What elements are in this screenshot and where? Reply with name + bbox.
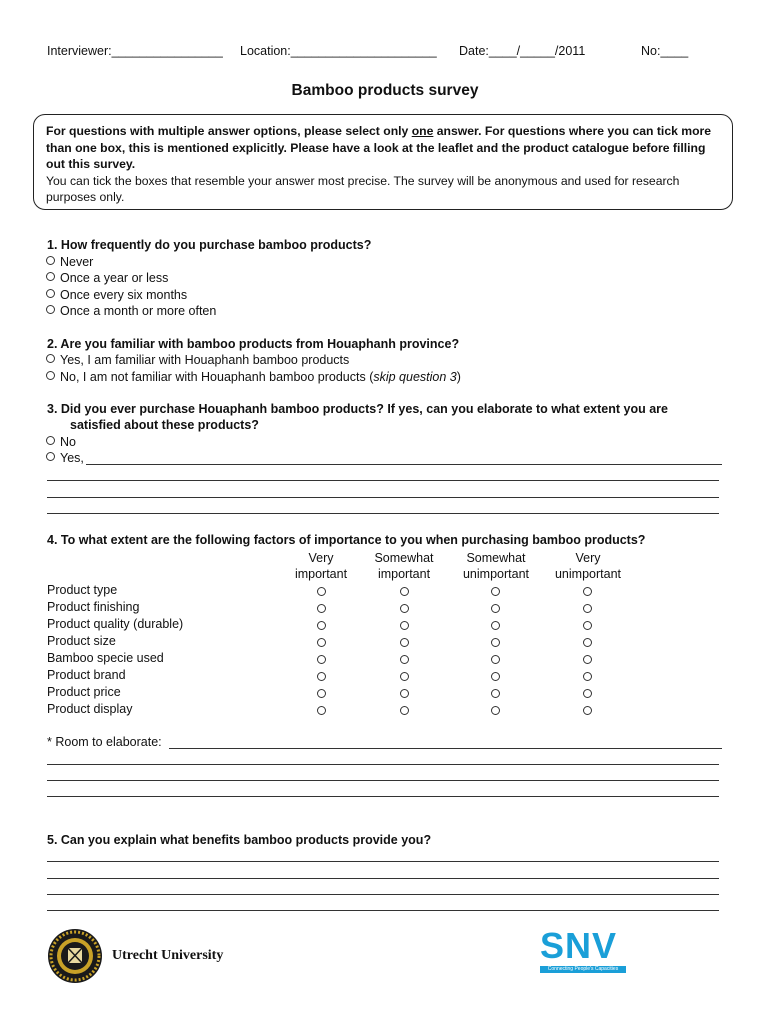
q4-radio-r3-c3[interactable] <box>491 621 500 630</box>
question-4: 4. To what extent are the following factors of importance to you when purchasing bamboo products? <box>47 533 646 547</box>
q4-radio-r2-c1[interactable] <box>317 604 326 613</box>
q4-radio-r6-c4[interactable] <box>583 672 592 681</box>
column-header: Somewhat important <box>374 551 434 581</box>
q4-radio-r1-c4[interactable] <box>583 587 592 596</box>
interviewer-field[interactable]: Interviewer:________________ <box>47 44 223 58</box>
question-3-cont: satisfied about these products? <box>70 418 259 432</box>
instructions-text-b: answer. For questions where you can tick more than one box, this is mentioned explicitly. Please have a look at the leaflet and the product catalogue before filling out this survey. <box>46 124 712 171</box>
q4-radio-r8-c3[interactable] <box>491 706 500 715</box>
snv-tagline: Connecting People's Capacities <box>540 966 626 973</box>
row-label: Product brand <box>47 668 126 682</box>
radio-icon[interactable] <box>46 436 55 445</box>
q4-radio-r1-c2[interactable] <box>400 587 409 596</box>
q1-option-six-months[interactable]: Once every six months <box>46 288 187 302</box>
q4-radio-r1-c3[interactable] <box>491 587 500 596</box>
q4-radio-r2-c2[interactable] <box>400 604 409 613</box>
question-3: 3. Did you ever purchase Houaphanh bamboo products? If yes, can you elaborate to what extent you are <box>47 402 668 416</box>
q4-radio-r6-c3[interactable] <box>491 672 500 681</box>
q1-option-never[interactable]: Never <box>46 255 93 269</box>
q4-radio-r3-c1[interactable] <box>317 621 326 630</box>
q4-radio-r7-c3[interactable] <box>491 689 500 698</box>
q4-radio-r4-c4[interactable] <box>583 638 592 647</box>
q5-answer-line[interactable] <box>47 861 719 862</box>
q4-radio-r8-c2[interactable] <box>400 706 409 715</box>
date-field[interactable]: Date:____/_____/2011 <box>459 44 586 58</box>
row-label: Product finishing <box>47 600 140 614</box>
q4-radio-r3-c2[interactable] <box>400 621 409 630</box>
q4-radio-r7-c4[interactable] <box>583 689 592 698</box>
q1-option-yearly[interactable]: Once a year or less <box>46 271 168 285</box>
university-name: Utrecht University <box>112 948 224 963</box>
instructions-box <box>33 114 733 210</box>
q5-answer-line[interactable] <box>47 894 719 895</box>
radio-icon[interactable] <box>46 305 55 314</box>
elaborate-line[interactable] <box>47 780 719 781</box>
elaborate-label: * Room to elaborate: <box>47 735 162 749</box>
q4-radio-r5-c4[interactable] <box>583 655 592 664</box>
q2-option-yes[interactable]: Yes, I am familiar with Houaphanh bamboo products <box>46 353 349 367</box>
elaborate-line[interactable] <box>47 764 719 765</box>
location-field[interactable]: Location:_____________________ <box>240 44 437 58</box>
elaborate-line[interactable] <box>47 796 719 797</box>
radio-icon[interactable] <box>46 371 55 380</box>
q4-radio-r3-c4[interactable] <box>583 621 592 630</box>
row-label: Product quality (durable) <box>47 617 184 631</box>
elaborate-line[interactable] <box>169 748 722 749</box>
q3-option-no[interactable]: No <box>46 435 76 449</box>
q5-answer-line[interactable] <box>47 878 719 879</box>
instructions-note: You can tick the boxes that resemble your answer most precise. The survey will be anonymous and used for research purposes only. <box>46 173 680 204</box>
q4-radio-r4-c1[interactable] <box>317 638 326 647</box>
q4-radio-r4-c2[interactable] <box>400 638 409 647</box>
row-label: Product price <box>47 685 121 699</box>
instructions-text-a: For questions with multiple answer options, please select only <box>46 124 412 138</box>
instructions-emphasis: one <box>411 124 434 138</box>
q4-radio-r2-c4[interactable] <box>583 604 592 613</box>
q4-radio-r6-c2[interactable] <box>400 672 409 681</box>
row-label: Product type <box>47 583 118 597</box>
column-header: Very important <box>294 551 348 581</box>
q4-radio-r5-c2[interactable] <box>400 655 409 664</box>
q1-option-monthly[interactable]: Once a month or more often <box>46 304 216 318</box>
q3-answer-line[interactable] <box>47 513 719 514</box>
question-2: 2. Are you familiar with bamboo products from Houaphanh province? <box>47 337 460 351</box>
q3-answer-line[interactable] <box>86 464 722 465</box>
q4-radio-r8-c1[interactable] <box>317 706 326 715</box>
q4-radio-r5-c3[interactable] <box>491 655 500 664</box>
column-header: Very unimportant <box>554 551 621 581</box>
q4-radio-r7-c1[interactable] <box>317 689 326 698</box>
column-header: Somewhat unimportant <box>462 551 529 581</box>
q4-radio-r1-c1[interactable] <box>317 587 326 596</box>
radio-icon[interactable] <box>46 272 55 281</box>
row-label: Product display <box>47 702 133 716</box>
page-title: Bamboo products survey <box>291 82 479 99</box>
row-label: Product size <box>47 634 116 648</box>
snv-wordmark: SNV <box>540 925 618 966</box>
number-field[interactable]: No:____ <box>641 44 689 58</box>
q2-option-no[interactable]: No, I am not familiar with Houaphanh bamboo products (skip question 3) <box>46 370 461 384</box>
snv-logo <box>540 925 630 976</box>
q3-option-yes[interactable]: Yes, <box>46 451 84 465</box>
row-label: Bamboo specie used <box>47 651 164 665</box>
q4-radio-r7-c2[interactable] <box>400 689 409 698</box>
question-5: 5. Can you explain what benefits bamboo products provide you? <box>47 833 432 847</box>
university-seal-icon <box>47 928 103 984</box>
radio-icon[interactable] <box>46 452 55 461</box>
q3-answer-line[interactable] <box>47 480 719 481</box>
q5-answer-line[interactable] <box>47 910 719 911</box>
q4-radio-r8-c4[interactable] <box>583 706 592 715</box>
radio-icon[interactable] <box>46 256 55 265</box>
q4-radio-r6-c1[interactable] <box>317 672 326 681</box>
radio-icon[interactable] <box>46 289 55 298</box>
q4-radio-r2-c3[interactable] <box>491 604 500 613</box>
q4-radio-r5-c1[interactable] <box>317 655 326 664</box>
q3-answer-line[interactable] <box>47 497 719 498</box>
q4-radio-r4-c3[interactable] <box>491 638 500 647</box>
radio-icon[interactable] <box>46 354 55 363</box>
question-1: 1. How frequently do you purchase bamboo products? <box>47 238 372 252</box>
